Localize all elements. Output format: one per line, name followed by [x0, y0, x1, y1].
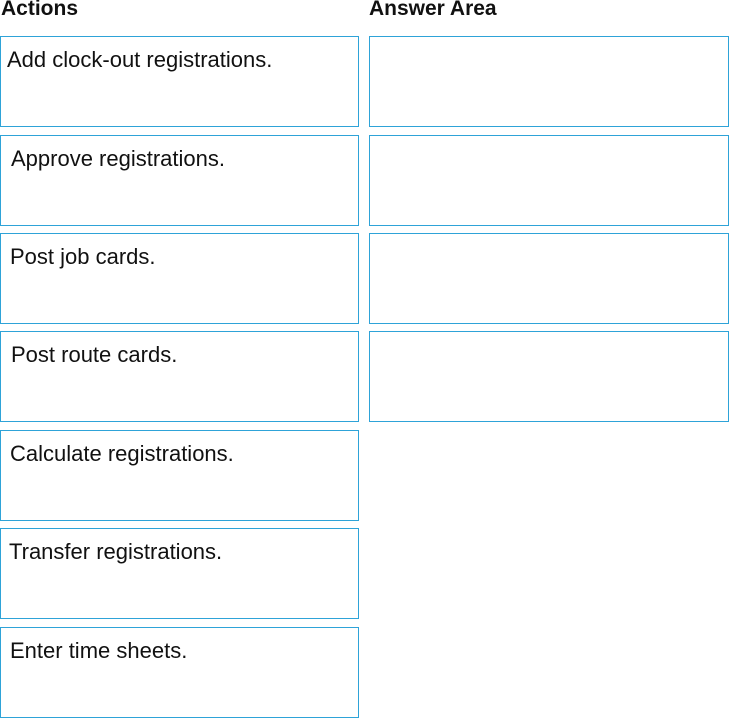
- action-item-post-job-cards[interactable]: [0, 233, 359, 324]
- action-item-label: Transfer registrations.: [9, 539, 223, 564]
- action-item-label: Approve registrations.: [11, 146, 225, 171]
- answer-area-heading: Answer Area: [369, 0, 497, 20]
- answer-slot-2[interactable]: [369, 135, 729, 226]
- action-item-label: Post job cards.: [10, 244, 156, 269]
- actions-heading: Actions: [1, 0, 79, 20]
- action-item-label: Enter time sheets.: [10, 638, 188, 663]
- action-item-label: Calculate registrations.: [10, 441, 234, 466]
- action-item-post-route-cards[interactable]: [0, 331, 359, 422]
- answer-slot-1[interactable]: [369, 36, 729, 127]
- answer-slot-3[interactable]: [369, 233, 729, 324]
- action-item-label: Post route cards.: [11, 342, 178, 367]
- action-item-add-clock-out-registrations[interactable]: [0, 36, 359, 127]
- action-item-approve-registrations[interactable]: [0, 135, 359, 226]
- action-item-label: Add clock-out registrations.: [7, 47, 273, 72]
- action-item-calculate-registrations[interactable]: [0, 430, 359, 521]
- action-item-enter-time-sheets[interactable]: [0, 627, 359, 718]
- answer-slot-4[interactable]: [369, 331, 729, 422]
- action-item-transfer-registrations[interactable]: [0, 528, 359, 619]
